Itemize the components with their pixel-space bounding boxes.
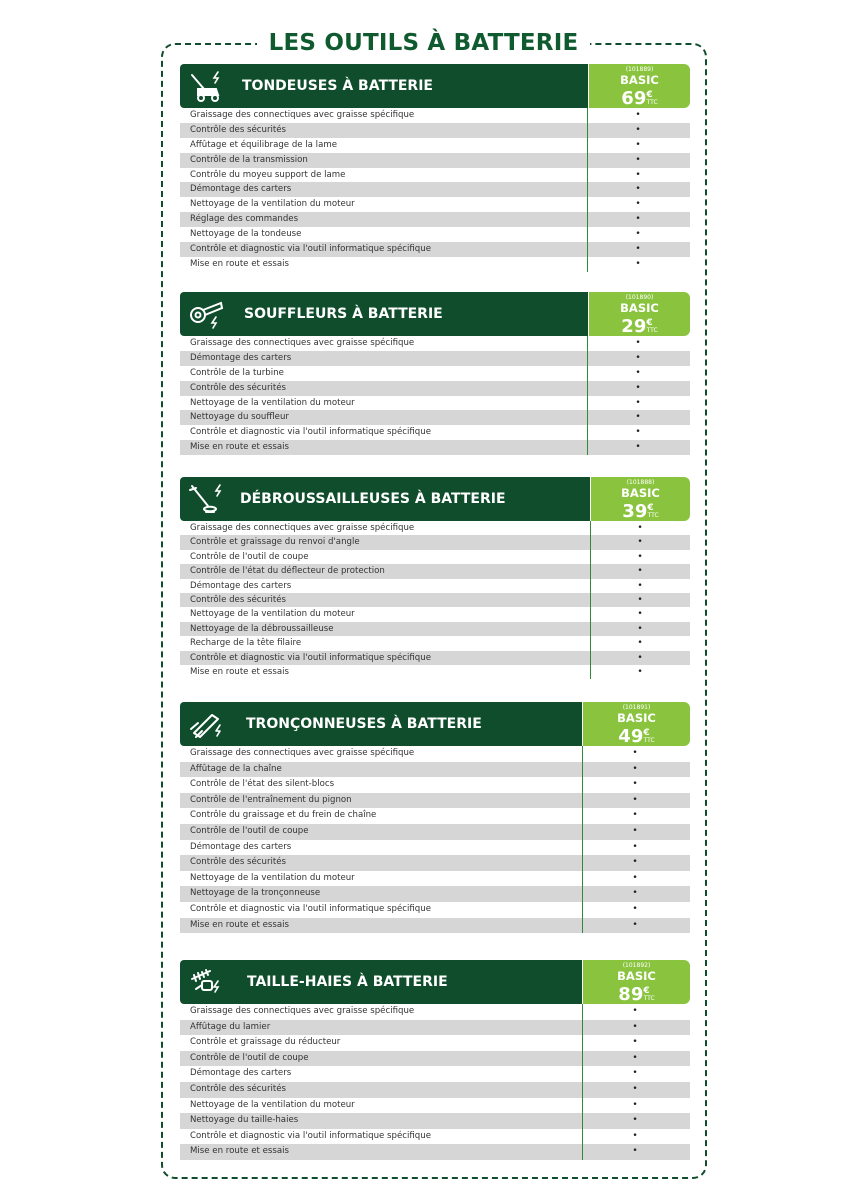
lawnmower-battery-icon [188, 69, 226, 103]
included-bullet: • [632, 794, 638, 805]
checklist-item-label: Contrôle des sécurités [190, 382, 287, 393]
checklist-item-label: Recharge de la tête filaire [190, 638, 302, 649]
checklist-item-label: Mise en route et essais [190, 1146, 289, 1157]
checklist-row [180, 521, 690, 535]
price-badge [589, 292, 690, 336]
checklist-row [180, 564, 690, 578]
checklist-item-label: Contrôle de la turbine [190, 367, 284, 378]
checklist-item-label: Démontage des carters [190, 580, 292, 591]
included-bullet: • [632, 1130, 638, 1141]
included-bullet: • [632, 1021, 638, 1032]
checklist-item-label: Nettoyage de la tondeuse [190, 229, 302, 240]
price-plan: BASIC [620, 301, 659, 315]
included-bullet: • [632, 1006, 638, 1016]
checklist-item-label: Affûtage de la chaîne [190, 763, 282, 774]
price-code: (101891) [622, 704, 651, 711]
checklist-item-label: Mise en route et essais [190, 919, 289, 930]
checklist-row [180, 593, 690, 607]
checklist-item-label: Nettoyage de la ventilation du moteur [190, 872, 355, 883]
price-plan: BASIC [620, 73, 659, 87]
included-bullet: • [632, 888, 638, 899]
included-bullet: • [635, 229, 641, 240]
checklist-row [180, 410, 690, 425]
checklist-row [180, 366, 690, 381]
checklist-row [180, 440, 690, 455]
checklist-item-label: Contrôle de l'outil de coupe [190, 551, 309, 562]
price-plan: BASIC [617, 711, 656, 725]
checklist-item-label: Contrôle de l'outil de coupe [190, 825, 309, 836]
price-plan: BASIC [621, 486, 660, 500]
checklist-row [180, 168, 690, 183]
included-bullet: • [632, 1068, 638, 1079]
checklist-item-label: Démontage des carters [190, 1068, 292, 1079]
checklist-row [180, 197, 690, 212]
checklist-row [180, 381, 690, 396]
included-bullet: • [635, 154, 641, 165]
checklist [180, 521, 690, 679]
brushcutter-battery-icon [188, 482, 226, 516]
checklist-row [180, 182, 690, 197]
checklist-row [180, 396, 690, 411]
checklist-item-label: Nettoyage de la débroussailleuse [190, 623, 334, 634]
checklist-item-label: Démontage des carters [190, 352, 292, 363]
included-bullet: • [635, 184, 641, 195]
checklist-row [180, 855, 690, 871]
included-bullet: • [632, 1146, 638, 1157]
price-code: (101888) [626, 479, 655, 486]
included-bullet: • [632, 810, 638, 821]
chainsaw-battery-icon [188, 707, 226, 741]
included-bullet: • [637, 580, 643, 591]
checklist-item-label: Réglage des commandes [190, 214, 299, 225]
section-header-bar [180, 477, 590, 521]
included-bullet: • [635, 352, 641, 363]
included-bullet: • [632, 779, 638, 790]
checklist-row [180, 1004, 690, 1020]
included-bullet: • [632, 919, 638, 930]
checklist-item-label: Contrôle des sécurités [190, 1083, 287, 1094]
checklist-row [180, 579, 690, 593]
included-bullet: • [635, 244, 641, 255]
checklist-item-label: Graissage des connectiques avec graisse spécifique [190, 110, 415, 120]
checklist-row [180, 1066, 690, 1082]
checklist-row [180, 108, 690, 123]
checklist-row [180, 123, 690, 138]
checklist-item-label: Contrôle et diagnostic via l'outil informatique spécifique [190, 1130, 431, 1141]
price-tax: TTC [643, 737, 655, 744]
checklist-row [180, 535, 690, 549]
checklist-item-label: Contrôle du graissage et du frein de chaîne [190, 810, 377, 821]
checklist [180, 336, 690, 455]
included-bullet: • [637, 523, 643, 533]
checklist [180, 108, 690, 272]
included-bullet: • [635, 169, 641, 180]
checklist-item-label: Affûtage du lamier [190, 1021, 271, 1032]
checklist-item-label: Contrôle et graissage du renvoi d'angle [190, 537, 360, 548]
checklist-item-label: Contrôle et diagnostic via l'outil informatique spécifique [190, 903, 431, 914]
price-number: 49 [618, 726, 644, 747]
included-bullet: • [632, 872, 638, 883]
included-bullet: • [635, 397, 641, 408]
included-bullet: • [637, 594, 643, 605]
price-code: (101890) [625, 294, 654, 301]
checklist-row [180, 1098, 690, 1114]
price-plan: BASIC [617, 969, 656, 983]
checklist-item-label: Contrôle et diagnostic via l'outil informatique spécifique [190, 427, 431, 438]
checklist-row [180, 1113, 690, 1129]
checklist-item-label: Affûtage et équilibrage de la lame [190, 139, 337, 150]
section-debroussailleuses [180, 477, 690, 679]
included-bullet: • [635, 367, 641, 378]
column-divider [582, 746, 583, 933]
checklist-row [180, 808, 690, 824]
checklist-item-label: Contrôle et diagnostic via l'outil informatique spécifique [190, 244, 431, 255]
section-tondeuses [180, 64, 690, 272]
included-bullet: • [632, 857, 638, 868]
checklist-item-label: Contrôle du moyeu support de lame [190, 169, 346, 180]
checklist-row [180, 636, 690, 650]
included-bullet: • [635, 214, 641, 225]
checklist-item-label: Graissage des connectiques avec graisse spécifique [190, 338, 415, 348]
included-bullet: • [632, 841, 638, 852]
checklist-row [180, 840, 690, 856]
price-currency: € [643, 728, 650, 738]
checklist-row [180, 1129, 690, 1145]
price-currency: € [646, 90, 653, 100]
included-bullet: • [632, 1099, 638, 1110]
checklist-item-label: Graissage des connectiques avec graisse spécifique [190, 1006, 415, 1016]
section-header [180, 292, 690, 336]
price-badge [583, 702, 690, 746]
checklist-row [180, 777, 690, 793]
included-bullet: • [632, 1037, 638, 1048]
included-bullet: • [637, 566, 643, 577]
checklist-row [180, 1035, 690, 1051]
checklist-row [180, 918, 690, 934]
checklist-row [180, 746, 690, 762]
price-code: (101892) [622, 962, 651, 969]
section-header-bar [180, 292, 588, 336]
checklist-row [180, 1020, 690, 1036]
included-bullet: • [632, 763, 638, 774]
checklist-row [180, 902, 690, 918]
hedgetrimmer-battery-icon [188, 965, 226, 999]
price-tax: TTC [647, 512, 659, 519]
price-number: 39 [622, 501, 648, 522]
included-bullet: • [635, 139, 641, 150]
included-bullet: • [637, 551, 643, 562]
column-divider [587, 108, 588, 272]
price-code: (101889) [625, 66, 654, 73]
checklist-row [180, 1144, 690, 1160]
price-currency: € [643, 986, 650, 996]
section-title: TAILLE-HAIES À BATTERIE [247, 974, 448, 990]
column-divider [587, 336, 588, 455]
page-title: LES OUTILS À BATTERIE [257, 28, 591, 58]
included-bullet: • [632, 1083, 638, 1094]
checklist-row [180, 651, 690, 665]
checklist-row [180, 425, 690, 440]
included-bullet: • [635, 124, 641, 135]
included-bullet: • [635, 199, 641, 210]
checklist-item-label: Contrôle de l'état du déflecteur de protection [190, 566, 385, 577]
checklist-item-label: Contrôle des sécurités [190, 594, 287, 605]
checklist-item-label: Contrôle et diagnostic via l'outil informatique spécifique [190, 652, 431, 663]
checklist-item-label: Nettoyage du souffleur [190, 412, 289, 423]
price-tax: TTC [646, 99, 658, 106]
checklist-item-label: Contrôle de l'outil de coupe [190, 1052, 309, 1063]
included-bullet: • [637, 652, 643, 663]
checklist-row [180, 153, 690, 168]
included-bullet: • [637, 623, 643, 634]
included-bullet: • [632, 903, 638, 914]
price-tax: TTC [643, 995, 655, 1002]
included-bullet: • [635, 338, 641, 348]
checklist [180, 746, 690, 933]
price-badge [583, 960, 690, 1004]
checklist-row [180, 257, 690, 272]
checklist-item-label: Contrôle des sécurités [190, 124, 287, 135]
section-header [180, 64, 690, 108]
checklist-row [180, 336, 690, 351]
checklist-item-label: Graissage des connectiques avec graisse spécifique [190, 523, 415, 533]
checklist-item-label: Contrôle de la transmission [190, 154, 308, 165]
checklist-item-label: Contrôle des sécurités [190, 857, 287, 868]
price-badge [589, 64, 690, 108]
checklist-row [180, 1051, 690, 1067]
price-currency: € [646, 318, 653, 328]
included-bullet: • [635, 258, 641, 269]
checklist-row [180, 212, 690, 227]
checklist-row [180, 138, 690, 153]
included-bullet: • [635, 382, 641, 393]
checklist-item-label: Nettoyage de la ventilation du moteur [190, 1099, 355, 1110]
checklist-row [180, 227, 690, 242]
included-bullet: • [635, 442, 641, 453]
included-bullet: • [637, 537, 643, 548]
checklist-row [180, 242, 690, 257]
included-bullet: • [632, 1052, 638, 1063]
section-souffleurs [180, 292, 690, 455]
checklist-item-label: Nettoyage de la ventilation du moteur [190, 199, 355, 210]
included-bullet: • [632, 825, 638, 836]
checklist-row [180, 550, 690, 564]
checklist-item-label: Contrôle de l'entraînement du pignon [190, 794, 352, 805]
price-number: 89 [618, 984, 644, 1005]
included-bullet: • [637, 666, 643, 677]
checklist-row [180, 1082, 690, 1098]
section-taille-haies [180, 960, 690, 1160]
included-bullet: • [635, 412, 641, 423]
checklist-item-label: Contrôle et graissage du réducteur [190, 1037, 341, 1048]
checklist-row [180, 607, 690, 621]
price-currency: € [647, 503, 654, 513]
included-bullet: • [637, 609, 643, 620]
checklist-item-label: Nettoyage de la tronçonneuse [190, 888, 321, 899]
price-tax: TTC [646, 327, 658, 334]
checklist-item-label: Mise en route et essais [190, 258, 289, 269]
price-badge [591, 477, 690, 521]
section-header [180, 477, 690, 521]
section-header-bar [180, 702, 582, 746]
checklist-item-label: Nettoyage de la ventilation du moteur [190, 397, 355, 408]
checklist-row [180, 871, 690, 887]
included-bullet: • [632, 1115, 638, 1126]
checklist-item-label: Nettoyage du taille-haies [190, 1115, 299, 1126]
price-number: 69 [621, 88, 647, 109]
checklist-row [180, 793, 690, 809]
checklist-item-label: Mise en route et essais [190, 442, 289, 453]
section-title: TRONÇONNEUSES À BATTERIE [246, 716, 482, 732]
checklist-item-label: Graissage des connectiques avec graisse spécifique [190, 748, 415, 758]
section-header-bar [180, 960, 582, 1004]
included-bullet: • [635, 110, 641, 120]
checklist-item-label: Démontage des carters [190, 841, 292, 852]
included-bullet: • [632, 748, 638, 758]
section-header [180, 702, 690, 746]
column-divider [590, 521, 591, 679]
blower-battery-icon [188, 297, 226, 331]
checklist-row [180, 351, 690, 366]
checklist-item-label: Mise en route et essais [190, 666, 289, 677]
checklist [180, 1004, 690, 1160]
checklist-row [180, 665, 690, 679]
section-title: SOUFFLEURS À BATTERIE [244, 306, 443, 322]
section-header [180, 960, 690, 1004]
section-title: TONDEUSES À BATTERIE [242, 78, 433, 94]
checklist-row [180, 762, 690, 778]
section-title: DÉBROUSSAILLEUSES À BATTERIE [240, 491, 506, 507]
checklist-item-label: Contrôle de l'état des silent-blocs [190, 779, 335, 790]
included-bullet: • [635, 427, 641, 438]
price-number: 29 [621, 316, 647, 337]
included-bullet: • [637, 638, 643, 649]
section-header-bar [180, 64, 588, 108]
checklist-item-label: Démontage des carters [190, 184, 292, 195]
checklist-row [180, 622, 690, 636]
section-tronconneuses [180, 702, 690, 933]
checklist-item-label: Nettoyage de la ventilation du moteur [190, 609, 355, 620]
checklist-row [180, 886, 690, 902]
checklist-row [180, 824, 690, 840]
column-divider [582, 1004, 583, 1160]
